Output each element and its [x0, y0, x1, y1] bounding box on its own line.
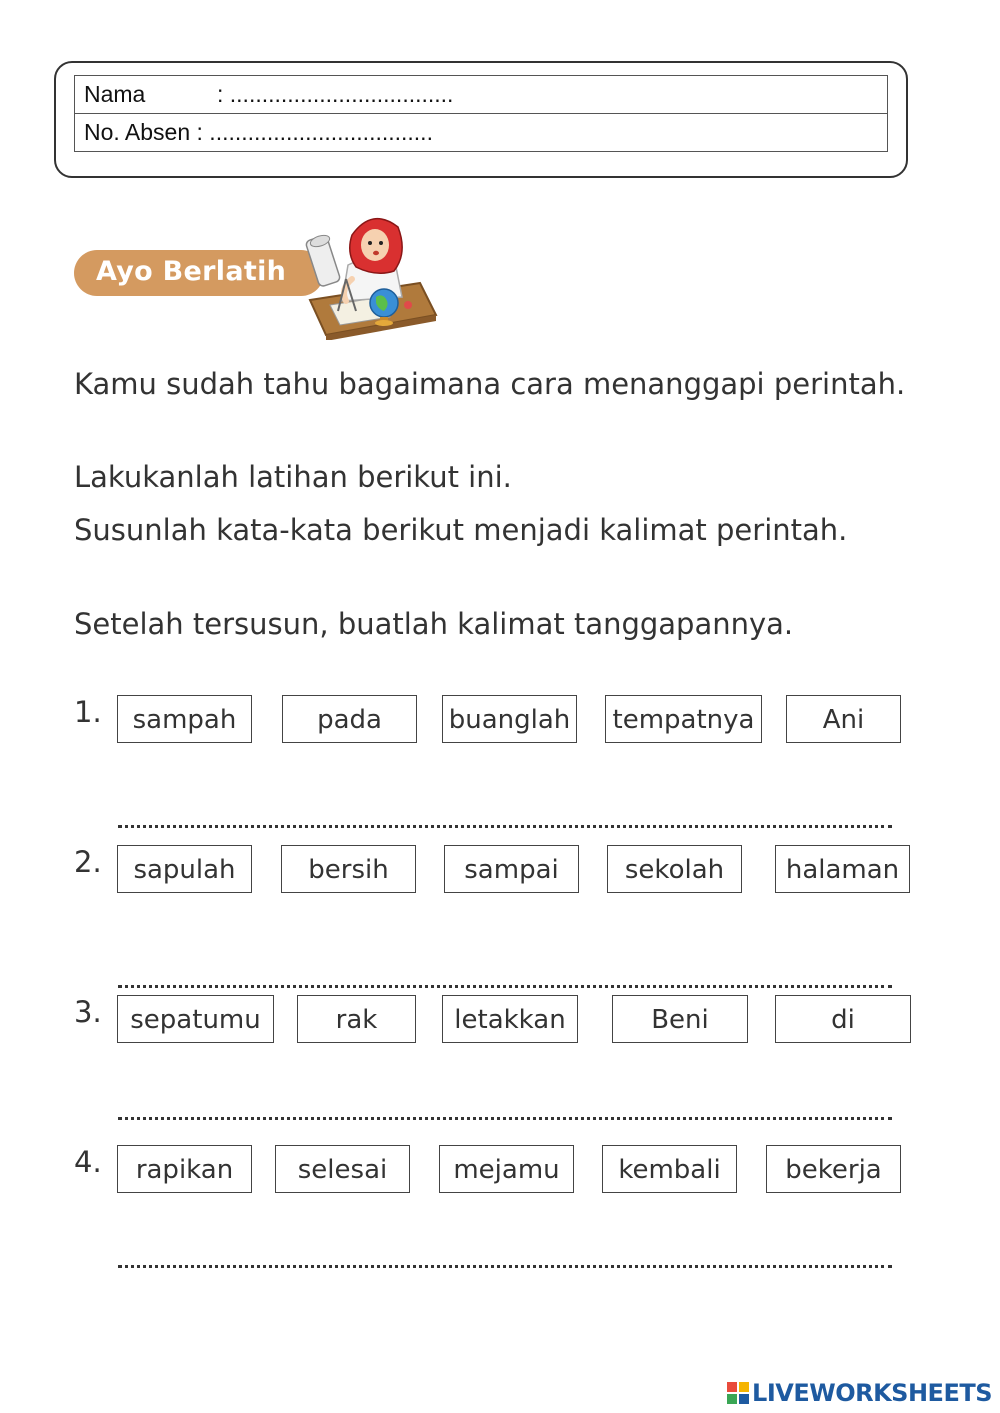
- liveworksheets-brand: [726, 1378, 992, 1408]
- word-chip[interactable]: buanglah: [442, 695, 577, 743]
- answer-input[interactable]: [118, 1235, 892, 1268]
- word-chip[interactable]: sampai: [444, 845, 579, 893]
- word-chip[interactable]: selesai: [275, 1145, 410, 1193]
- question-4: [0, 1145, 1000, 1325]
- answer-input[interactable]: [118, 795, 892, 828]
- word-chip[interactable]: bekerja: [766, 1145, 901, 1193]
- word-chip[interactable]: mejamu: [439, 1145, 574, 1193]
- question-number: 2.: [74, 845, 102, 879]
- absen-label: No. Absen: [84, 119, 191, 145]
- question-number: 3.: [74, 995, 102, 1029]
- liveworksheets-logo-icon: [726, 1381, 750, 1405]
- question-number: 1.: [74, 695, 102, 729]
- word-chip[interactable]: halaman: [775, 845, 910, 893]
- word-chip[interactable]: rapikan: [117, 1145, 252, 1193]
- question-number: 4.: [74, 1145, 102, 1179]
- section-banner-label: Ayo Berlatih: [96, 256, 287, 287]
- word-chip[interactable]: sapulah: [117, 845, 252, 893]
- absen-field[interactable]: : ...................................: [196, 119, 433, 145]
- instruction-2: Lakukanlah latihan berikut ini.: [74, 460, 512, 494]
- name-row[interactable]: [75, 76, 887, 113]
- brand-name: LIVEWORKSHEETS: [752, 1379, 992, 1407]
- word-chip[interactable]: tempatnya: [605, 695, 762, 743]
- instruction-3: Susunlah kata-kata berikut menjadi kalimat perintah.: [74, 513, 848, 547]
- section-banner: [74, 250, 324, 296]
- instruction-4: Setelah tersusun, buatlah kalimat tanggapannya.: [74, 607, 794, 641]
- word-chip[interactable]: sampah: [117, 695, 252, 743]
- word-chip[interactable]: Ani: [786, 695, 901, 743]
- word-chip[interactable]: sekolah: [607, 845, 742, 893]
- name-label: Nama: [84, 81, 146, 107]
- word-chip[interactable]: pada: [282, 695, 417, 743]
- word-chip[interactable]: di: [775, 995, 911, 1043]
- word-chip[interactable]: Beni: [612, 995, 748, 1043]
- student-studying-illustration: [290, 205, 440, 340]
- answer-input[interactable]: [118, 955, 892, 988]
- answer-input[interactable]: [118, 1087, 892, 1120]
- student-info-table: [74, 75, 888, 152]
- absen-row[interactable]: [75, 113, 887, 151]
- word-chip[interactable]: letakkan: [442, 995, 578, 1043]
- student-info-box: [54, 61, 908, 178]
- name-field[interactable]: : ...................................: [217, 81, 454, 107]
- word-chip[interactable]: kembali: [602, 1145, 737, 1193]
- word-chip[interactable]: bersih: [281, 845, 416, 893]
- word-chip[interactable]: sepatumu: [117, 995, 274, 1043]
- instruction-1: Kamu sudah tahu bagaimana cara menanggapi perintah.: [74, 367, 906, 401]
- word-chip[interactable]: rak: [297, 995, 416, 1043]
